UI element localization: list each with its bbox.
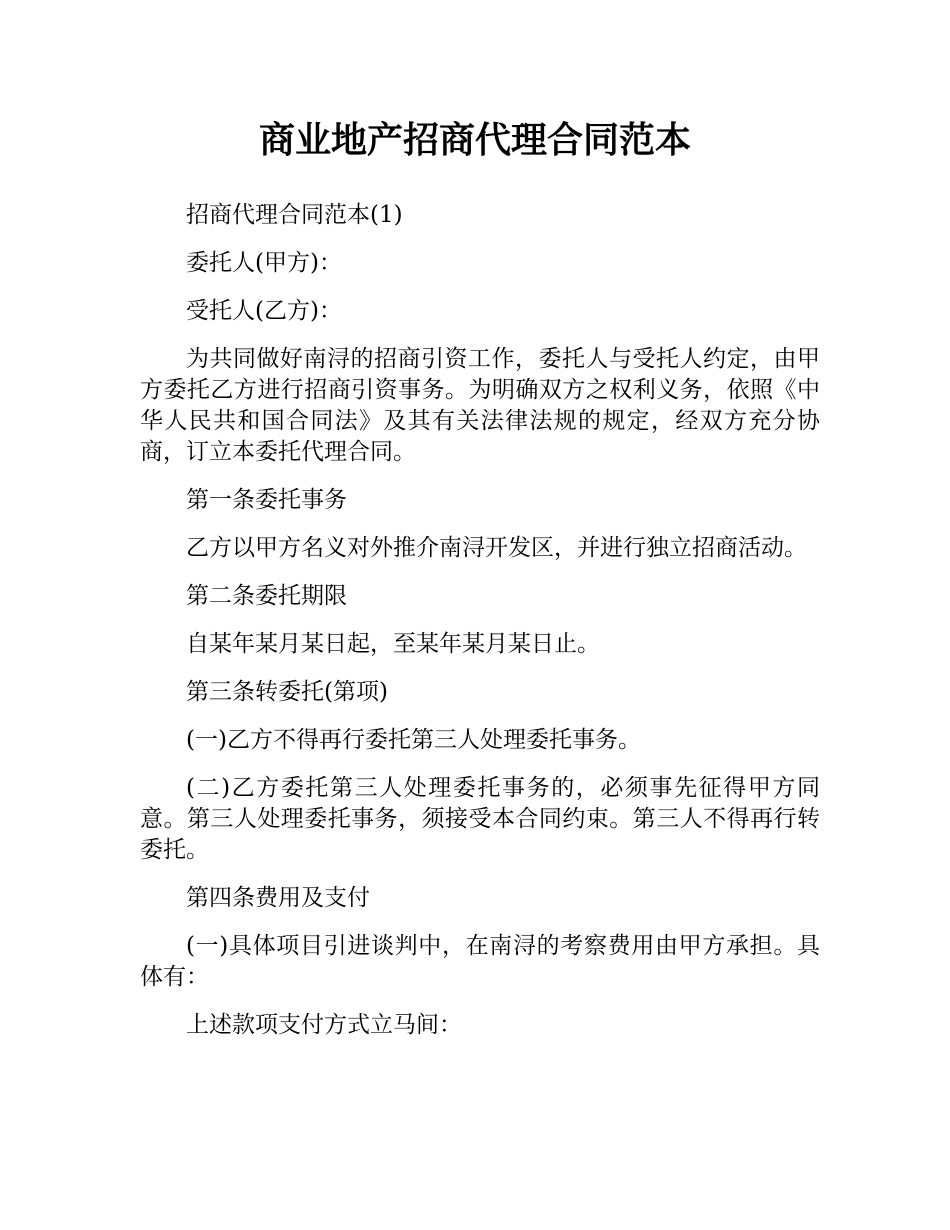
paragraph-payment-method: 上述款项支付方式立马间： (186, 1012, 462, 1038)
paragraph-preamble: 为共同做好南浔的招商引资工作，委托人与受托人约定，由甲方委托乙方进行招商引资事务。为明确双方之权利义务，依照《中华人民共和国合同法》及其有关法律法规的规定，经双方充分协商，订立本委托代理合同。 (140, 346, 820, 465)
paragraph-contract-heading: 招商代理合同范本(1) (186, 202, 403, 228)
paragraph-article-3-item-1: (一)乙方不得再行委托第三人处理委托事务。 (186, 727, 641, 753)
paragraph-agent: 受托人(乙方)： (186, 298, 342, 324)
paragraph-article-1-heading: 第一条委托事务 (186, 487, 347, 513)
document-title: 商业地产招商代理合同范本 (258, 120, 691, 161)
paragraph-principal: 委托人(甲方)： (186, 250, 342, 276)
paragraph-article-2-body: 自某年某月某日起，至某年某月某日止。 (186, 631, 600, 657)
paragraph-article-4-heading: 第四条费用及支付 (186, 885, 370, 911)
paragraph-article-3-item-2: (二)乙方委托第三人处理委托事务的，必须事先征得甲方同意。第三人处理委托事务，须接受本合同约束。第三人不得再行转委托。 (140, 775, 820, 863)
paragraph-article-3-heading: 第三条转委托(第项) (186, 679, 388, 705)
paragraph-article-4-item-1: (一)具体项目引进谈判中，在南浔的考察费用由甲方承担。具体有： (140, 933, 820, 990)
document-body (140, 200, 820, 1058)
paragraph-article-2-heading: 第二条委托期限 (186, 583, 347, 609)
paragraph-article-1-body: 乙方以甲方名义对外推介南浔开发区，并进行独立招商活动。 (186, 535, 807, 561)
